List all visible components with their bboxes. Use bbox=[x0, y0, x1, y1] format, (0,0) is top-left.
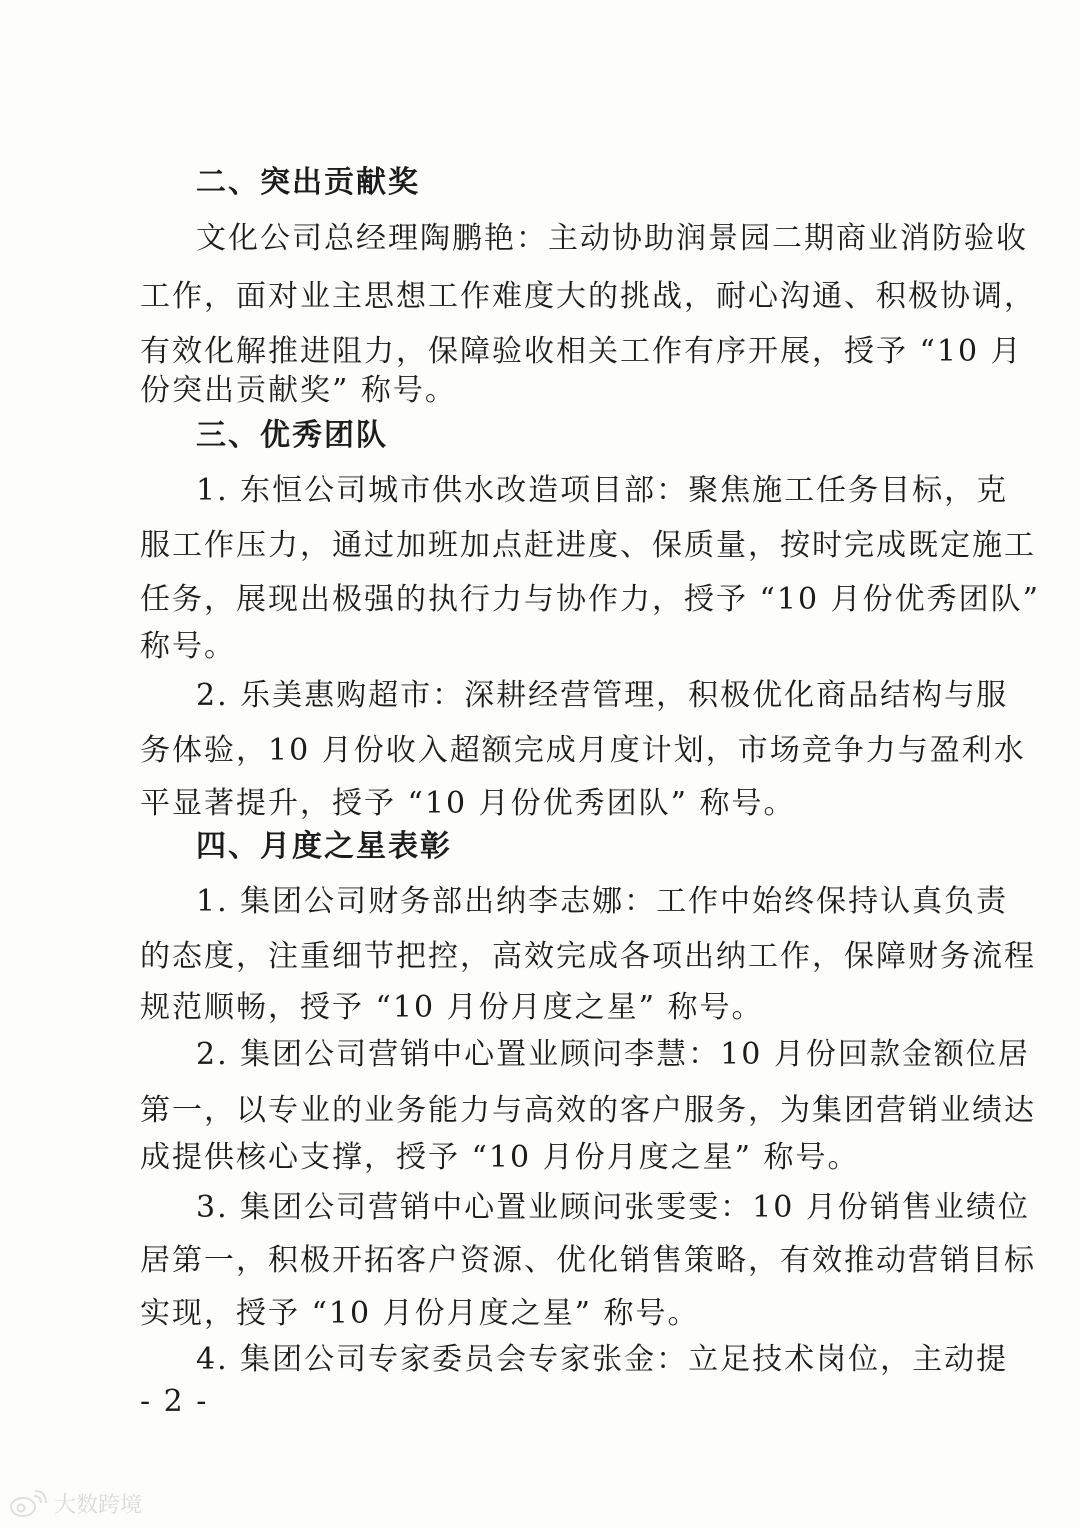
weibo-logo-icon bbox=[8, 1490, 48, 1518]
section-heading: 四、月度之星表彰 bbox=[196, 829, 452, 864]
paragraph-first-line: 2. 乐美惠购超市：深耕经营管理，积极优化商品结构与服 bbox=[196, 678, 1009, 713]
watermark bbox=[8, 1488, 142, 1519]
paragraph-first-line: 3. 集团公司营销中心置业顾问张雯雯：10 月份销售业绩位 bbox=[196, 1190, 1030, 1225]
paragraph-line: 居第一，积极开拓客户资源、优化销售策略，有效推动营销目标 bbox=[140, 1243, 1036, 1278]
paragraph-first-line: 文化公司总经理陶鹏艳：主动协助润景园二期商业消防验收 bbox=[196, 221, 1028, 256]
paragraph-line: 有效化解推进阻力，保障验收相关工作有序开展，授予 “10 月 bbox=[140, 334, 1023, 369]
paragraph-first-line: 2. 集团公司营销中心置业顾问李慧：10 月份回款金额位居 bbox=[196, 1037, 1030, 1072]
paragraph-line: 第一，以专业的业务能力与高效的客户服务，为集团营销业绩达 bbox=[140, 1093, 1036, 1128]
paragraph-line: 的态度，注重细节把控，高效完成各项出纳工作，保障财务流程 bbox=[140, 939, 1036, 974]
paragraph-line: 份突出贡献奖” 称号。 bbox=[140, 373, 457, 408]
paragraph-line: 平显著提升，授予 “10 月份优秀团队” 称号。 bbox=[140, 786, 796, 821]
paragraph-line: 服工作压力，通过加班加点赶进度、保质量，按时完成既定施工 bbox=[140, 528, 1036, 563]
page-number: - 2 - bbox=[140, 1384, 209, 1419]
paragraph-line: 规范顺畅，授予 “10 月份月度之星” 称号。 bbox=[140, 990, 764, 1025]
paragraph-first-line: 4. 集团公司专家委员会专家张金：立足技术岗位，主动提 bbox=[196, 1342, 1009, 1377]
paragraph-line: 务体验，10 月份收入超额完成月度计划，市场竞争力与盈利水 bbox=[140, 733, 1026, 768]
paragraph-line: 实现，授予 “10 月份月度之星” 称号。 bbox=[140, 1296, 700, 1331]
paragraph-first-line: 1. 东恒公司城市供水改造项目部：聚焦施工任务目标，克 bbox=[196, 473, 1009, 508]
section-heading: 二、突出贡献奖 bbox=[196, 165, 420, 200]
paragraph-line: 成提供核心支撑，授予 “10 月份月度之星” 称号。 bbox=[140, 1140, 860, 1175]
paragraph-line: 工作，面对业主思想工作难度大的挑战，耐心沟通、积极协调， bbox=[140, 279, 1036, 314]
paragraph-first-line: 1. 集团公司财务部出纳李志娜：工作中始终保持认真负责 bbox=[196, 884, 1009, 919]
section-heading: 三、优秀团队 bbox=[196, 418, 388, 453]
paragraph-line: 称号。 bbox=[140, 629, 236, 664]
paragraph-line: 任务，展现出极强的执行力与协作力，授予 “10 月份优秀团队” bbox=[140, 582, 1040, 617]
watermark-text: 大数跨境 bbox=[54, 1493, 143, 1518]
